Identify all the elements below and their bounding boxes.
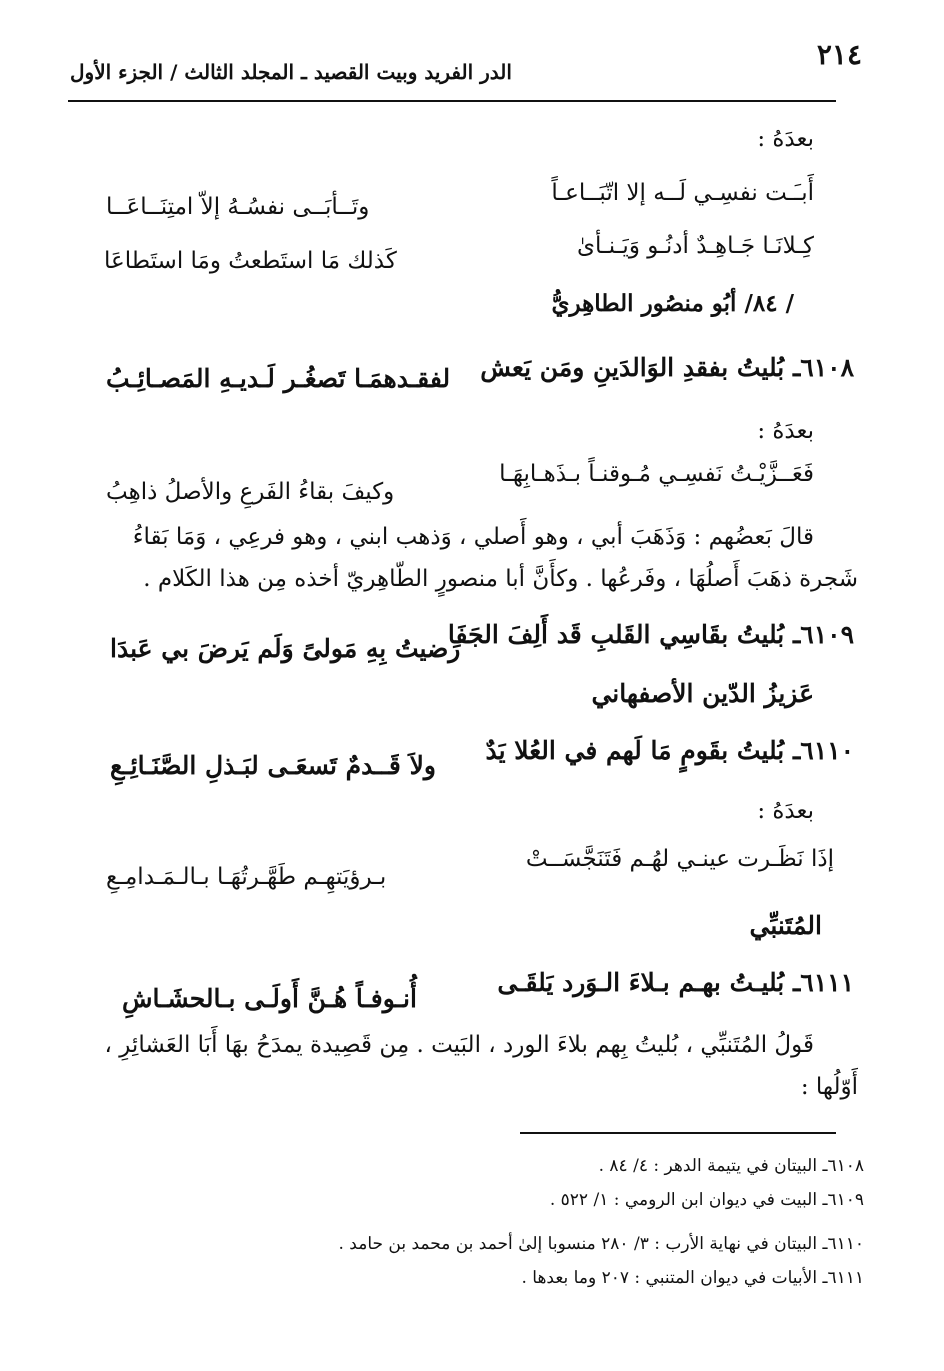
poet-heading: / ٨٤/ أبُو منصُور الطاهِريُّ [551, 290, 794, 317]
prose-line: أَوّلُها : [800, 1074, 858, 1100]
verse-entry-6111-right: ٦١١١ـ بُليـتُ بهـم بـلاءَ الـوَرد يَلقَـى [497, 968, 854, 997]
verse-entry-6111-left: أُنـوفـاً هُـنَّ أَولَـى بـالحشَـاشِ [122, 984, 417, 1013]
verse-hemistich-left: بـرؤيَتهِـم طَهَّـرتُهَـا بـالـمَـدامِـعِ [106, 864, 387, 890]
verse-hemistich-right: أَبـَـت نفسِـي لَــه إلا اتّبَــاعـاً [551, 180, 814, 206]
verse-entry-6109-right: ٦١٠٩ـ بُليتُ بقَاسِي القَلبِ قَد أَلِفَ الجَفَا [447, 620, 854, 649]
poet-heading: عَزيزُ الدّين الأصفهاني [591, 679, 814, 708]
footnote: ٦١١١ـ الأبيات في ديوان المتنبي : ٢٠٧ وما بعدها . [521, 1268, 864, 1288]
prose-line: شَجرة ذهَبَ أَصلُهَا ، وفَرعُها . وكأَنَّ أبا منصورٍ الطّاهِريّ أخذه مِن هذا الكَلام . [143, 566, 858, 592]
verse-hemistich-left: كَذلك مَا استَطعتُ ومَا استَطاعَا [104, 248, 397, 274]
text-line: بعدَهُ : [757, 126, 814, 152]
verse-hemistich-left: وكيفَ بقاءُ الفَرعِ والأصلُ ذاهِبُ [106, 479, 395, 505]
text-line: بعدَهُ : [757, 798, 814, 824]
verse-entry-6110-right: ٦١١٠ـ بُليتُ بقَومٍ مَا لَهم في العُلا يَدٌ [485, 736, 854, 765]
text-line: بعدَهُ : [757, 418, 814, 444]
prose-line: قَولُ المُتَنبِّي ، بُليتُ بِهم بلاءَ الورد ، البَيت . مِن قَصِيدة يمدَحُ بهَا أَبَا العَشائِرِ ، [104, 1032, 814, 1058]
header-rule [68, 100, 836, 102]
verse-entry-6110-left: ولاَ قَــدمٌ تَسعَـى لبَـذلِ الصَّنَـائِـعِ [110, 751, 436, 780]
footnote: ٦١٠٨ـ البيتان في يتيمة الدهر : ٤/ ٨٤ . [598, 1156, 864, 1176]
poet-heading: المُتَنبِّي [749, 911, 822, 940]
footnote: ٦١٠٩ـ البيت في ديوان ابن الرومي : ١/ ٥٢٢ . [549, 1190, 864, 1210]
footnote: ٦١١٠ـ البيتان في نهاية الأرب : ٣/ ٢٨٠ منسوبا إلىٰ أحمد بن محمد بن حامد . [338, 1234, 864, 1254]
verse-hemistich-left: وتَــأبَــى نفسُـهُ إلاّ امتِنَــاعَــا [106, 194, 370, 220]
verse-hemistich-right: كِـلانَـا جَـاهِـدٌ أدنُـو وَيَـنـأىٰ [577, 233, 814, 259]
verse-hemistich-right: فَعَــزَّيْـتُ نَفسِـي مُـوقنـاً بـذَهـابِهَـا [499, 461, 814, 487]
verse-entry-6109-left: رَضيتُ بِهِ مَولىً وَلَم يَرضَ بي عَبدَا [110, 634, 461, 663]
running-title: الدر الفريد وبيت القصيد ـ المجلد الثالث / الجزء الأول [70, 60, 512, 84]
verse-hemistich-right: إذَا نَظَـرت عينـي لهُـم فَتَنَجَّسَــتْ [525, 846, 834, 872]
footnote-rule [520, 1132, 836, 1134]
verse-entry-6108-left: لفقـدهمَـا تَصغُـر لَـديـهِ المَصـائِـبُ [106, 364, 451, 393]
verse-entry-6108-right: ٦١٠٨ـ بُليتُ بفقدِ الوَالدَينِ ومَن يَعش [480, 353, 854, 382]
page-number: ٢١٤ [816, 38, 862, 71]
prose-line: قالَ بَعضُهم : وَذَهَبَ أبي ، وهو أَصلي ، وَذهب ابني ، وهو فرعِي ، وَمَا بَقاءُ [132, 524, 814, 550]
